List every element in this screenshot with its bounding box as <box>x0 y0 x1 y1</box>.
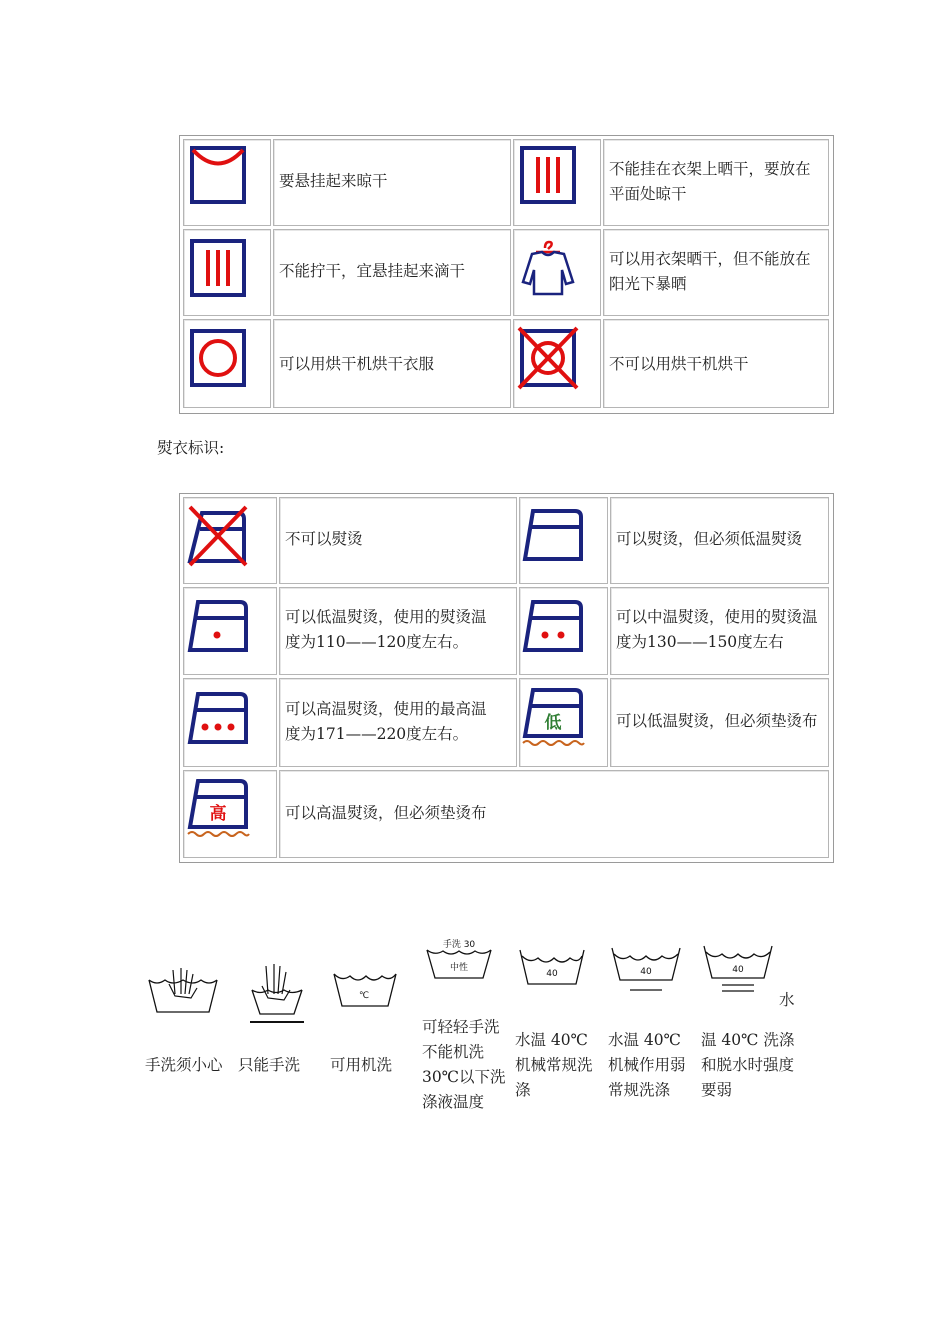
drying-text: 可以用烘干机烘干衣服 <box>279 355 435 373</box>
drying-text: 可以用衣架晒干，但不能放在阳光下暴晒 <box>609 249 811 293</box>
iron-two-dot-icon <box>521 598 585 654</box>
ironing-text: 可以高温熨烫，但必须垫烫布 <box>285 803 487 822</box>
drying-text: 不能拧干，宜悬挂起来滴干 <box>279 262 466 280</box>
ironing-text: 可以低温熨烫，但必须垫烫布 <box>616 712 818 730</box>
iron-icon <box>521 507 585 563</box>
hand-wash-only-icon <box>246 962 308 1028</box>
machine-wash-icon <box>332 970 398 1010</box>
drying-text: 不能挂在衣架上晒干，要放在平面处晾干 <box>609 159 811 203</box>
stray-char: 水 <box>779 991 795 1009</box>
ironing-text: 可以熨烫，但必须低温熨烫 <box>616 530 803 548</box>
wash-label: 温 40℃ 洗涤和脱水时强度要弱 <box>701 1031 795 1099</box>
no-tumble-dry-icon <box>517 326 579 390</box>
wash-40-very-gentle-label: 40 <box>732 965 744 975</box>
wash-label: 水温 40℃ 机械作用弱常规洗涤 <box>608 1031 686 1099</box>
drip-hang-icon <box>189 145 247 205</box>
wash-40-label: 40 <box>546 969 558 979</box>
drying-text: 要悬挂起来晾干 <box>279 172 388 190</box>
iron-high-cloth-icon <box>186 777 250 839</box>
wash-40-very-gentle-icon <box>702 944 774 994</box>
hanger-shirt-icon <box>518 238 578 298</box>
ironing-text: 可以低温熨烫，使用的熨烫温度为110——120度左右。 <box>285 608 487 651</box>
wash-40-gentle-icon <box>610 946 682 994</box>
wash-40-icon <box>518 948 586 988</box>
wash-label: 水温 40℃ 机械常规洗涤 <box>515 1031 593 1099</box>
ironing-text: 可以中温熨烫，使用的熨烫温度为130——150度左右 <box>616 608 818 651</box>
iron-low-cloth-icon <box>521 686 585 748</box>
iron-three-dot-icon <box>186 690 250 746</box>
no-iron-icon <box>186 503 250 567</box>
no-wring-icon <box>189 238 247 298</box>
gentle-wash-top-label: 手洗 30 <box>442 940 476 950</box>
tumble-dry-icon <box>189 328 247 388</box>
high-temp-char: 高 <box>209 804 227 824</box>
hand-wash-careful-icon <box>147 966 219 1016</box>
gentle-hand-wash-icon <box>425 936 493 980</box>
machine-wash-temp: ℃ <box>358 991 370 1001</box>
wash-label: 可用机洗 <box>330 1056 393 1074</box>
low-temp-char: 低 <box>544 713 562 733</box>
wash-label: 手洗须小心 <box>145 1056 223 1074</box>
wash-label: 可轻轻手洗不能机洗30℃以下洗涤液温度 <box>422 1018 506 1111</box>
wash-40-gentle-label: 40 <box>640 967 652 977</box>
wash-label: 只能手洗 <box>238 1056 301 1074</box>
flat-dry-icon <box>519 145 577 205</box>
ironing-text: 不可以熨烫 <box>285 530 363 548</box>
ironing-heading: 熨衣标识: <box>157 439 225 457</box>
iron-one-dot-icon <box>186 598 250 654</box>
ironing-text: 可以高温熨烫，使用的最高温度为171——220度左右。 <box>285 699 487 743</box>
drying-text: 不可以用烘干机烘干 <box>609 355 749 373</box>
gentle-wash-inner-label: 中性 <box>449 963 469 973</box>
